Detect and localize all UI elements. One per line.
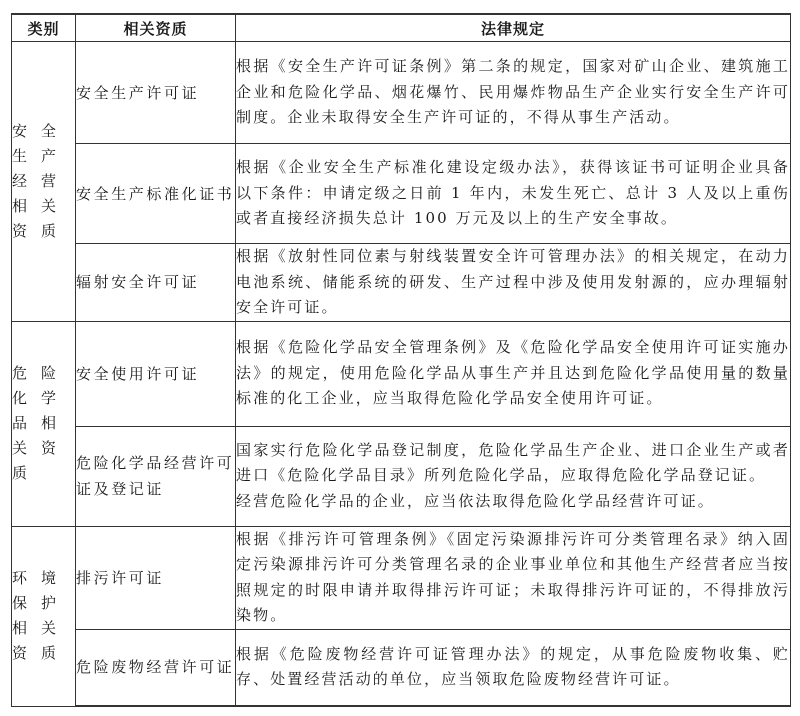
table-row <box>12 244 791 322</box>
table-row <box>12 144 791 244</box>
qualifications-table <box>11 13 791 707</box>
regulation-cell <box>236 244 791 322</box>
qualification-cell: 排污许可证 <box>76 526 236 629</box>
qualification-cell: 安全使用许可证 <box>76 321 236 426</box>
regulation-cell <box>236 144 791 244</box>
table-row <box>12 526 791 629</box>
regulation-cell <box>236 629 791 706</box>
regulation-text: 根据《危险废物经营许可证管理办法》的规定，从事危险废物收集、贮存、处置经营活动的单位，应当领取危险废物经营许可证。 <box>236 644 790 689</box>
regulation-cell <box>236 42 791 144</box>
regulation-text: 根据《安全生产许可证条例》第二条的规定，国家对矿山企业、建筑施工企业和危险化学品、烟花爆竹、民用爆炸物品生产企业实行安全生产许可制度。企业未取得安全生产许可证的，不得从事生产活动。 <box>236 57 790 127</box>
table-row <box>12 42 791 144</box>
header-row <box>12 14 791 42</box>
qualification-cell: 辐射安全许可证 <box>76 244 236 322</box>
category-cell: 安全生产经营相关资质 <box>12 42 76 322</box>
table-row <box>12 426 791 526</box>
regulation-text: 经营危险化学品的企业，应当依法取得危险化学品经营许可证。 <box>236 491 715 510</box>
table-row <box>12 629 791 706</box>
table-row <box>12 321 791 426</box>
header-regulation: 法律规定 <box>236 14 791 42</box>
regulation-cell <box>236 526 791 629</box>
header-category: 类别 <box>12 14 76 42</box>
regulation-cell <box>236 321 791 426</box>
qualification-cell: 危险废物经营许可证 <box>76 629 236 706</box>
regulation-text: 根据《危险化学品安全管理条例》及《危险化学品安全使用许可证实施办法》的规定，使用危险化学品从事生产并且达到危险化学品使用量的数量标准的化工企业，应当取得危险化学品安全使用许可证。 <box>236 338 790 408</box>
regulation-text: 根据《放射性同位素与射线装置安全许可管理办法》的相关规定，在动力电池系统、储能系统的研发、生产过程中涉及使用发射源的，应办理辐射安全许可证。 <box>236 247 790 316</box>
regulation-cell <box>236 426 791 526</box>
regulation-text: 国家实行危险化学品登记制度，危险化学品生产企业、进口企业生产或者进口《危险化学品目录》所列危险化学品，应取得危险化学品登记证。 <box>236 440 790 485</box>
header-qualification: 相关资质 <box>76 14 236 42</box>
category-cell: 环境保护相关资质 <box>12 526 76 706</box>
regulation-text: 根据《排污许可管理条例》《固定污染源排污许可分类管理名录》纳入固定污染源排污许可分类管理名录的企业事业单位和其他生产经营者应当按照规定的时限申请并取得排污许可证；未取得排污许可证的，不得排放污染物。 <box>236 529 790 624</box>
category-cell: 危险化学品相关资质 <box>12 321 76 526</box>
qualification-cell: 安全生产许可证 <box>76 42 236 144</box>
regulation-text: 根据《企业安全生产标准化建设定级办法》，获得该证书可证明企业具备以下条件：申请定级之日前 1 年内，未发生死亡、总计 3 人及以上重伤或者直接经济损失总计 100 万元及以上的生产安全事故。 <box>236 158 790 228</box>
qualification-cell: 危险化学品经营许可证及登记证 <box>76 426 236 526</box>
qualification-cell: 安全生产标准化证书 <box>76 144 236 244</box>
